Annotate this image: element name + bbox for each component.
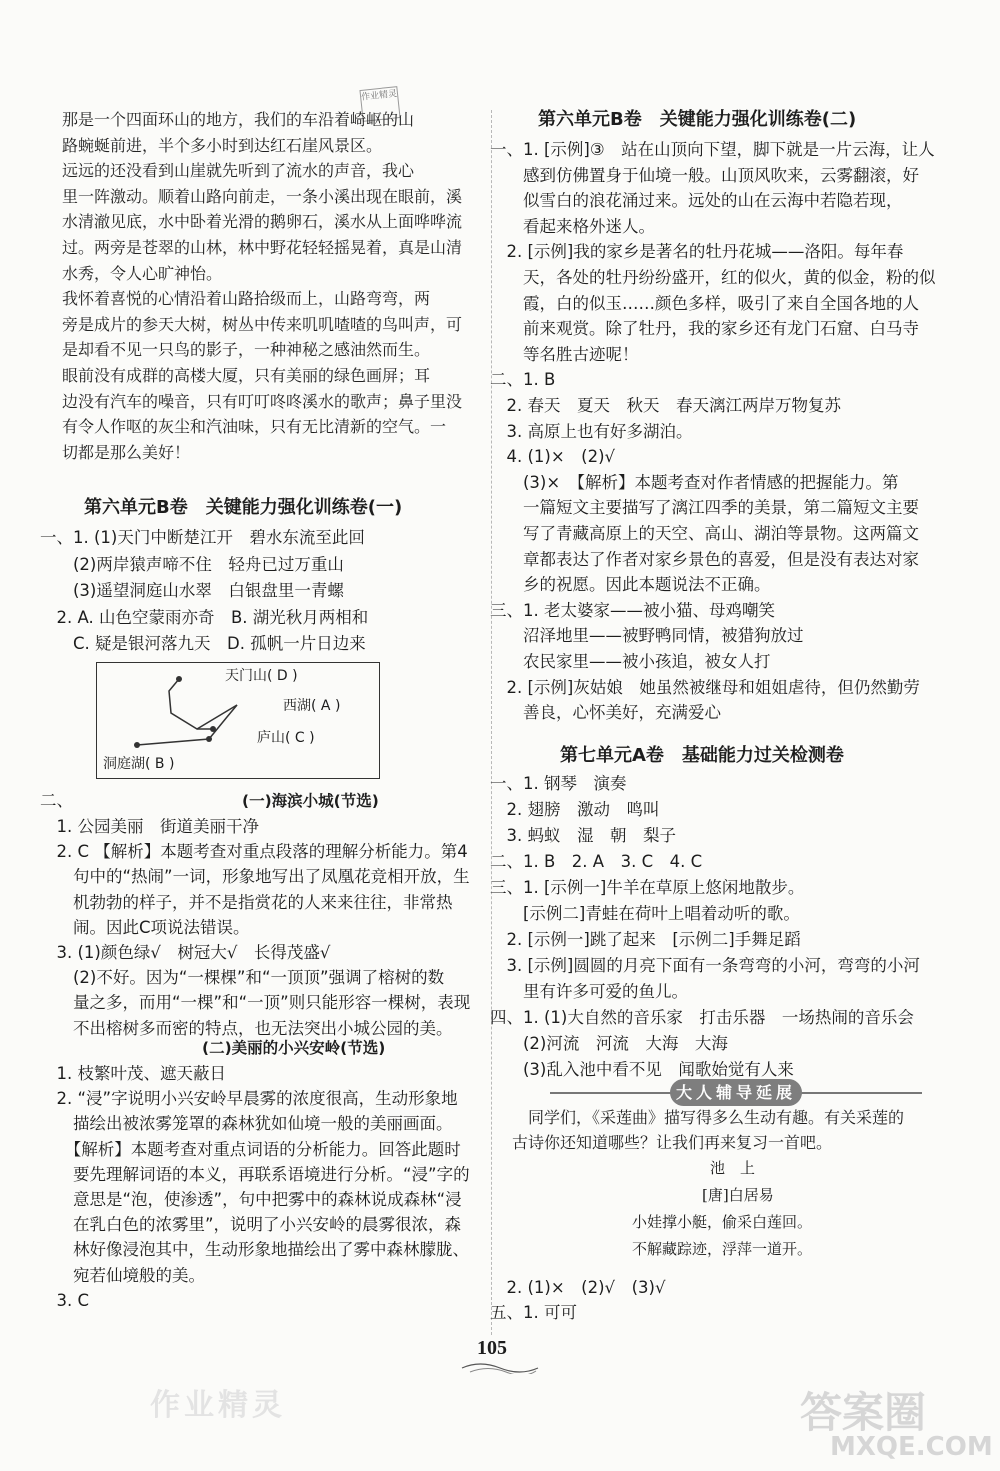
- answer-line: 三、1. [示例一]牛羊在草原上悠闲地散步。: [490, 878, 805, 897]
- answer-line: 要先理解词语的本义，再联系语境进行分析。“浸”字的: [40, 1164, 470, 1184]
- subtitle-1: (一)海滨小城(节选): [242, 792, 379, 810]
- answer-line: 闹。因此C项说法错误。: [40, 917, 250, 937]
- poem-line-2: 不解藏踪迹，浮萍一道开。: [632, 1240, 813, 1258]
- answer-line: 3. [示例]圆圆的月亮下面有一条弯弯的小河，弯弯的小河: [490, 956, 920, 975]
- essay-line: 边没有汽车的噪音，只有叮叮咚咚溪水的歌声；鼻子里没: [62, 391, 463, 411]
- answer-line: 量之多，而用“一棵”和“一顶”则只能形容一棵树，表现: [40, 993, 471, 1013]
- page-ornament-icon: [460, 1360, 540, 1374]
- map-label-lushan: 庐山( C ): [257, 730, 315, 746]
- essay-line: 远远的还没看到山崖就先听到了流水的声音，我心: [62, 161, 415, 181]
- essay-line: 我怀着喜悦的心情沿着山路拾级而上，山路弯弯，两: [62, 289, 431, 309]
- essay-line: 里一阵激动。顺着山路向前走，一条小溪出现在眼前，溪: [62, 186, 463, 206]
- note-line: 同学们，《采莲曲》描写得多么生动有趣。有关采莲的: [512, 1108, 905, 1127]
- answer-line: 农民家里——被小孩追，被女人打: [490, 652, 771, 671]
- section-title-3: 第七单元A卷 基础能力过关检测卷: [560, 745, 844, 766]
- page-number: 105: [477, 1337, 507, 1359]
- answer-line: 二、1. B 2. A 3. C 4. C: [490, 852, 703, 871]
- answer-line: (3)× 【解析】本题考查对作者情感的把握能力。第: [490, 472, 899, 492]
- answer-line: 里有许多可爱的鱼儿。: [490, 982, 688, 1001]
- answer-line: 五、1. 可可: [490, 1303, 577, 1322]
- answer-line: 3. (1)颜色绿√ 树冠大√ 长得茂盛√: [40, 943, 331, 962]
- answer-line: 2. [示例]灰姑娘 她虽然被继母和姐姐虐待，但仍然勤劳: [490, 677, 920, 697]
- section-title-1: 第六单元B卷 关键能力强化训练卷(一): [84, 497, 403, 518]
- answer-line: (3)遥望洞庭山水翠 白银盘里一青螺: [40, 581, 344, 600]
- poem-title: 池 上: [710, 1159, 756, 1177]
- answer-line: 意思是“泡，使渗透”，句中把雾中的森林说成森林“浸: [40, 1190, 462, 1209]
- answer-line: 句中的“热闹”一词，形象地写出了凤凰花竞相开放，生: [40, 867, 470, 887]
- answer-line: 1. 公园美丽 街道美丽干净: [40, 817, 259, 836]
- answer-line: 天，各处的牡丹纷纷盛开，红的似火，黄的似金，粉的似: [490, 268, 936, 287]
- essay-line: 路蜿蜒前进，半个多小时到达红石崖风景区。: [62, 135, 383, 155]
- answer-line: 霞，白的似玉……颜色多样，吸引了来自全国各地的人: [490, 293, 919, 313]
- poem-line-1: 小娃撑小艇，偷采白莲回。: [632, 1213, 813, 1231]
- map-label-tianmen: 天门山( D ): [225, 668, 298, 684]
- answer-line: 2. A. 山色空蒙雨亦奇 B. 湖光秋月两相和: [40, 607, 369, 627]
- answer-line: 3. C: [40, 1290, 90, 1310]
- essay-line: 旁是成片的参天大树，树丛中传来叽叽喳喳的鸟叫声，可: [62, 314, 463, 334]
- answer-line: 【解析】本题考查对重点词语的分析能力。回答此题时: [40, 1139, 461, 1159]
- watermark-left: 作业精灵: [150, 1388, 286, 1423]
- map-label-dongting: 洞庭湖( B ): [103, 756, 175, 772]
- answer-line: 等名胜古迹呢！: [490, 344, 639, 364]
- answer-line: (2)两岸猿声啼不住 轻舟已过万重山: [40, 554, 344, 574]
- watermark-logo: 答案圈: [800, 1388, 927, 1437]
- answer-line: 2. (1)× (2)√ (3)√: [490, 1278, 666, 1297]
- answer-line: [示例二]青蛙在荷叶上唱着动听的歌。: [490, 904, 800, 923]
- part-two-mark: 二、: [40, 791, 73, 810]
- watermark-url: MXQE.COM: [830, 1432, 993, 1462]
- answer-line: 机勃勃的样子，并不是指赏花的人来来往往，非常热: [40, 892, 453, 912]
- answer-line: 3. 蚂蚁 湿 朝 梨子: [490, 826, 676, 845]
- subtitle-2: (二)美丽的小兴安岭(节选): [202, 1039, 386, 1057]
- essay-line: 那是一个四面环山的地方，我们的车沿着崎岖的山: [62, 110, 415, 129]
- essay-line: 过。两旁是苍翠的山林，林中野花轻轻摇晃着，真是山清: [62, 238, 463, 257]
- answer-line: 宛若仙境般的美。: [40, 1265, 205, 1285]
- answer-line: 不出榕树多而密的特点，也无法突出小城公园的美。: [40, 1018, 453, 1038]
- answer-line: 一、1. 钢琴 演奏: [490, 774, 627, 793]
- answer-line: 写了青藏高原上的天空、高山、湖泊等景物。这两篇文: [490, 524, 919, 543]
- map-diagram: [96, 662, 380, 779]
- answer-line: 一、1. [示例]③ 站在山顶向下望，脚下就是一片云海，让人: [490, 140, 935, 159]
- answer-line: 三、1. 老太婆家——被小猫、母鸡嘲笑: [490, 600, 775, 620]
- answer-line: 乡的祝愿。因此本题说法不正确。: [490, 575, 771, 595]
- answer-line: (2)河流 河流 大海 大海: [490, 1034, 728, 1053]
- answer-line: 一篇短文主要描写了漓江四季的美景，第二篇短文主要: [490, 498, 919, 518]
- answer-line: (3)乱入池中看不见 闻歌始觉有人来: [490, 1060, 794, 1079]
- answer-line: 二、1. B: [490, 370, 556, 390]
- answer-line: (2)不好。因为“一棵棵”和“一顶顶”强调了榕树的数: [40, 968, 445, 988]
- essay-line: 是却看不见一只鸟的影子，一种神秘之感油然而生。: [62, 340, 431, 360]
- answer-line: 善良，心怀美好，充满爱心: [490, 703, 721, 723]
- answer-line: 前来观赏。除了牡丹，我的家乡还有龙门石窟、白马寺: [490, 319, 919, 339]
- essay-line: 切都是那么美好！: [62, 442, 191, 462]
- answer-line: 2. 春天 夏天 秋天 春天漓江两岸万物复苏: [490, 396, 841, 415]
- answer-line: 2. [示例]我的家乡是著名的牡丹花城——洛阳。每年春: [490, 242, 904, 262]
- answer-line: 2. [示例一]跳了起来 [示例二]手舞足蹈: [490, 930, 801, 949]
- essay-line: 有令人作呕的灰尘和汽油味，只有无比清新的空气。一: [62, 417, 447, 437]
- map-label-xihu: 西湖( A ): [283, 698, 341, 714]
- poem-author: [唐]白居易: [702, 1186, 774, 1204]
- answer-line: 看起来格外迷人。: [490, 216, 655, 236]
- answer-line: C. 疑是银河落九天 D. 孤帆一片日边来: [40, 634, 366, 653]
- note-line: 古诗你还知道哪些？让我们再来复习一首吧。: [512, 1133, 833, 1152]
- banner-label: 大人辅导延展: [670, 1079, 802, 1106]
- stamp: 作业精灵: [359, 86, 400, 122]
- essay-line: 眼前没有成群的高楼大厦，只有美丽的绿色画屏；耳: [62, 366, 431, 385]
- section-title-2: 第六单元B卷 关键能力强化训练卷(二): [538, 109, 857, 130]
- answer-line: 4. (1)× (2)√: [490, 447, 616, 467]
- essay-line: 水秀，令人心旷神怡。: [62, 263, 223, 283]
- essay-line: 水清澈见底，水中卧着光滑的鹅卵石，溪水从上面哗哗流: [62, 212, 463, 232]
- answer-line: 四、1. (1)大自然的音乐家 打击乐器 一场热闹的音乐会: [490, 1008, 914, 1027]
- answer-line: 1. 枝繁叶茂、遮天蔽日: [40, 1064, 226, 1083]
- answer-line: 感到仿佛置身于仙境一般。山顶风吹来，云雾翻滚，好: [490, 165, 919, 185]
- answer-line: 一、1. (1)天门中断楚江开 碧水东流至此回: [40, 528, 365, 547]
- answer-line: 沼泽地里——被野鸭同情，被猎狗放过: [490, 626, 804, 646]
- answer-line: 2. “浸”字说明小兴安岭早晨雾的浓度很高，生动形象地: [40, 1089, 458, 1109]
- answer-line: 描绘出被浓雾笼罩的森林犹如仙境一般的美丽画面。: [40, 1114, 453, 1134]
- answer-line: 2. C 【解析】本题考查对重点段落的理解分析能力。第4: [40, 842, 468, 862]
- answer-line: 章都表达了作者对家乡景色的喜爱，但是没有表达对家: [490, 549, 919, 569]
- answer-line: 似雪白的浪花涌过来。远处的山在云海中若隐若现，: [490, 191, 903, 211]
- answer-line: 林好像浸泡其中，生动形象地描绘出了雾中森林朦胧、: [40, 1240, 469, 1260]
- answer-line: 2. 翅膀 激动 鸣叫: [490, 800, 660, 819]
- tutor-banner: [550, 1078, 922, 1108]
- answer-line: 在乳白色的浓雾里”，说明了小兴安岭的晨雾很浓，森: [40, 1215, 462, 1235]
- answer-line: 3. 高原上也有好多湖泊。: [490, 421, 693, 441]
